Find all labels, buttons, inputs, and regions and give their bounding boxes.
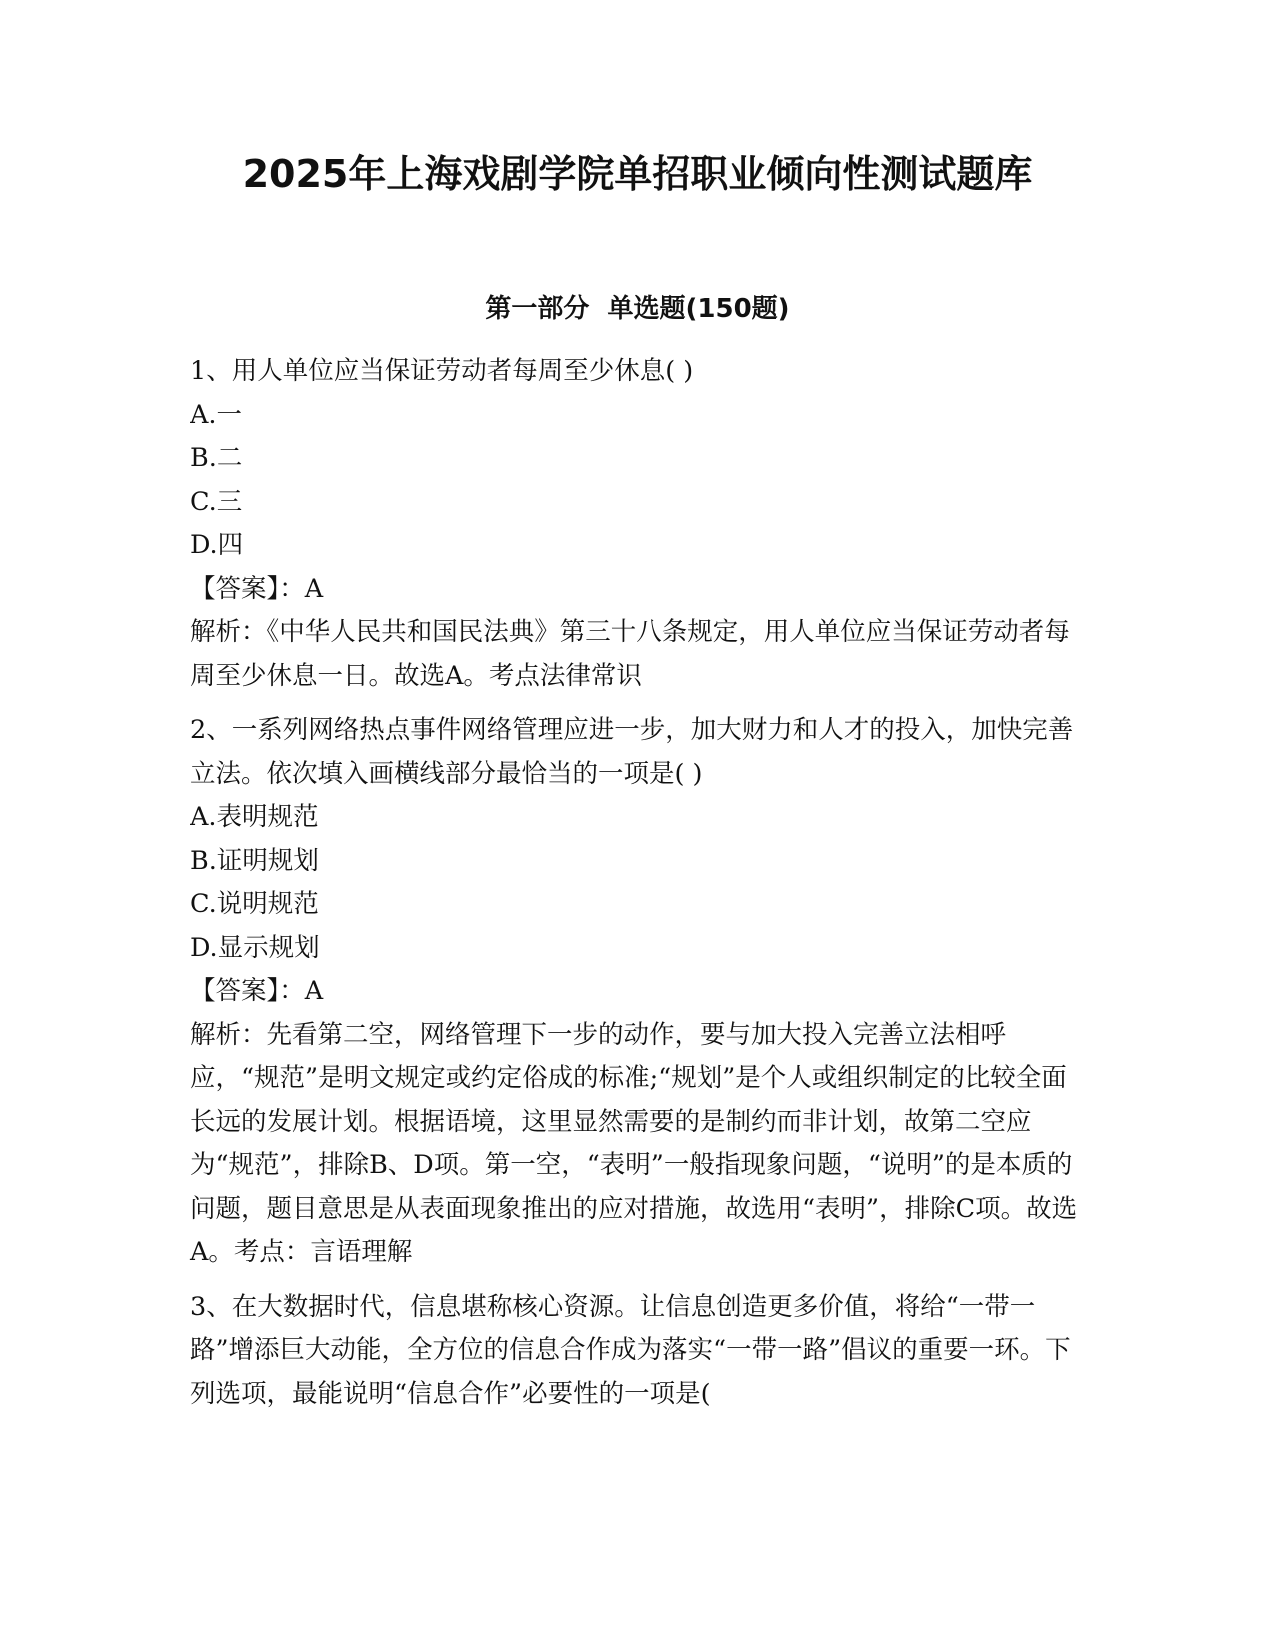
option-a: A.一 [190,399,243,430]
question-2 [190,709,1090,1275]
question-list [190,350,1090,1427]
option-b: B.二 [190,443,243,473]
answer-line: 【答案】：A [190,573,324,604]
question-stem: 2、一系列网络热点事件网络管理应进一步，加大财力和人才的投入，加快完善立法。依次填入画横线部分最恰当的一项是( ) [190,715,1074,789]
option-b: B.证明规划 [190,845,319,876]
option-c: C.说明规范 [190,889,319,919]
option-c: C.三 [190,486,243,517]
answer-line: 【答案】：A [190,976,324,1006]
question-stem: 1、用人单位应当保证劳动者每周至少休息( ) [190,356,694,386]
question-1 [190,350,1090,698]
question-3 [190,1286,1090,1417]
explanation-text: 解析：先看第二空，网络管理下一步的动作，要与加大投入完善立法相呼应，“规范”是明文规定或约定俗成的标准;“规划”是个人或组织制定的比较全面长远的发展计划。根据语境，这里显然需要的是制约而非计划，故第二空应为“规范”，排除B、D项。第一空，“表明”一般指现象问题，“说明”的是本质的问题，题目意思是从表面现象推出的应对措施，故选用“表明”，排除C项。故选A。考点：言语理解 [190,1019,1078,1267]
explanation-text: 解析：《中华人民共和国民法典》第三十八条规定，用人单位应当保证劳动者每周至少休息一日。故选A。考点法律常识 [190,617,1070,691]
option-a: A.表明规范 [190,802,319,832]
option-d: D.显示规划 [190,932,320,963]
question-stem: 3、在大数据时代，信息堪称核心资源。让信息创造更多价值，将给“一带一路”增添巨大动能，全方位的信息合作成为落实“一带一路”倡议的重要一环。下列选项，最能说明“信息合作”必要性的一项是( [190,1291,1071,1409]
option-d: D.四 [190,530,244,560]
document-title: 2025年上海戏剧学院单招职业倾向性测试题库 [242,152,1033,196]
section-heading: 第一部分 单选题(150题) [485,294,790,324]
